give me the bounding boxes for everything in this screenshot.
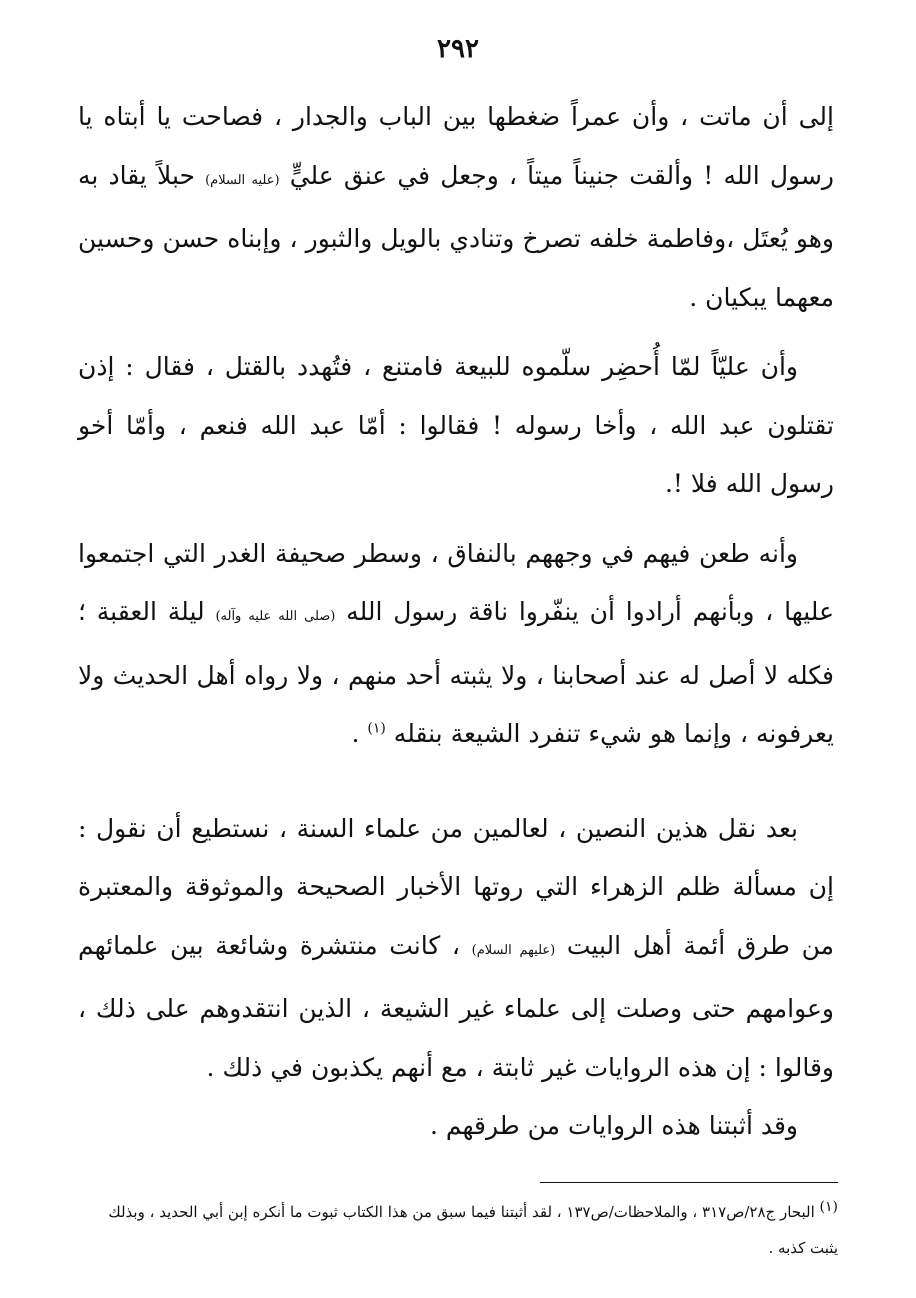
footnotes <box>78 1194 838 1266</box>
paragraph-3 <box>78 525 834 764</box>
page-number: ٢٩٢ <box>437 34 479 64</box>
footnote-reference[interactable]: (١) <box>367 720 386 737</box>
honorific-alayhim-salam: (عليهم السلام) <box>471 942 556 958</box>
paragraph-1 <box>78 88 834 327</box>
honorific-salla-allah: (صلى الله عليه وآله) <box>215 609 336 624</box>
paragraph-2: وأن عليّاً لمّا أُحضِر سلّموه للبيعة فامتنع ، فتُهدد بالقتل ، فقال : إذن تقتلون عبد الله ، وأخا رسوله ! فقالوا : أمّا عبد الله فنعم ، وأمّا أخو رسول الله فلا !. <box>78 352 834 498</box>
paragraph-3-text-b: ليلة العقبة ؛ فكله لا أصل له عند أصحابنا ، ولا يثبته أحد منهم ، ولا رواه أهل الحديث ولا يعرفونه ، وإنما هو شيء تنفرد الشيعة بنقله <box>78 597 834 748</box>
main-text <box>78 88 834 1156</box>
honorific-alayhi-salam: (عليه السلام) <box>205 172 280 188</box>
footnote-text: البحار ج٢٨/ص٣١٧ ، والملاحظات/ص١٣٧ ، لقد أثبتنا فيما سبق من هذا الكتاب ثبوت ما أنكره إبن أبي الحديد ، وبذلك يثبت كذبه . <box>108 1203 838 1257</box>
paragraph-1-text-b: حبلاً يقاد به وهو يُعتَل ،وفاطمة خلفه تصرخ وتنادي بالويل والثبور ، وإبناه حسن وحسين معهما يبكيان . <box>78 160 834 312</box>
paragraph-4-text-b: ، كانت منتشرة وشائعة بين علمائهم وعوامهم حتى وصلت إلى علماء غير الشيعة ، الذين انتقدوهم على ذلك ، وقالوا : إن هذه الروايات غير ثابتة ، مع أنهم يكذبون في ذلك . <box>78 930 834 1082</box>
footnote-1 <box>78 1194 838 1266</box>
footnote-separator <box>540 1182 838 1183</box>
paragraph-4 <box>78 800 834 1098</box>
paragraph-1-text-a: إلى أن ماتت ، وأن عمراً ضغطها بين الباب والجدار ، فصاحت يا أبتاه يا رسول الله ! وألقت جنيناً ميتاً ، وجعل في عنق عليٍّ <box>78 102 834 190</box>
paragraph-4-text-a: بعد نقل هذين النصين ، لعالمين من علماء السنة ، نستطيع أن نقول : إن مسألة ظلم الزهراء التي روتها الأخبار الصحيحة والموثوقة والمعتبرة من طرق أئمة أهل البيت <box>78 813 834 960</box>
footnote-marker: (١) <box>819 1199 838 1215</box>
paragraph-5: وقد أثبتنا هذه الروايات من طرقهم . <box>429 1111 798 1140</box>
paragraph-3-end: . <box>351 719 360 748</box>
paragraph-3-text-a: وأنه طعن فيهم في وجههم بالنفاق ، وسطر صحيفة الغدر التي اجتمعوا عليها ، وبأنهم أرادوا أن ينفّروا ناقة رسول الله <box>78 538 834 626</box>
